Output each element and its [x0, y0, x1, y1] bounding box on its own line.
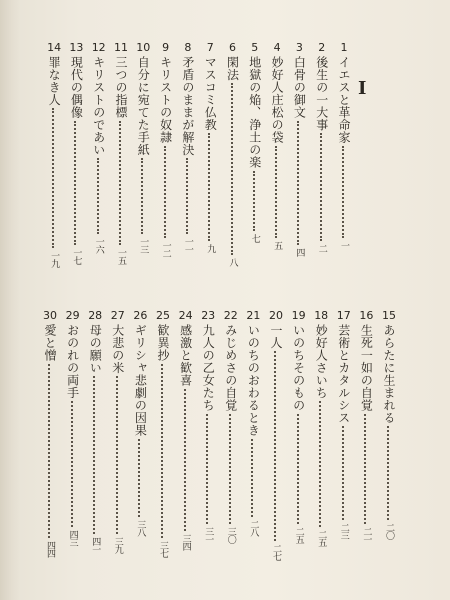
entry-title: イエスと革命家	[337, 56, 351, 144]
entry-title: 閑法	[225, 56, 240, 81]
entry-title: 自分に宛てた手紙	[136, 56, 151, 156]
entry-number: 25	[156, 309, 170, 322]
entry-title: 地獄の焔、浄土の楽	[247, 56, 262, 169]
entry-page-number: 三八	[135, 519, 146, 536]
entry-page-number: 二	[316, 244, 327, 252]
entry-title: キリストの奴隷	[158, 56, 173, 144]
leader-dots	[164, 146, 168, 238]
toc-entry	[220, 310, 242, 543]
entry-page-number: 四三	[67, 530, 78, 546]
entry-title: 芸術とカタルシス	[336, 324, 351, 424]
entry-number: 16	[359, 309, 374, 322]
entry-page-number: 三九	[112, 537, 123, 553]
entry-number: 13	[69, 41, 84, 54]
entry-page-number: 二〇	[384, 523, 394, 539]
leader-dots	[116, 376, 120, 534]
entry-title: 生死一如の自覚	[359, 324, 374, 412]
entry-title: いのちそのもの	[291, 324, 306, 412]
leader-dots	[141, 158, 145, 234]
entry-number: 7	[206, 41, 214, 54]
section-heading: I	[358, 78, 368, 99]
entry-page-number: 一一	[182, 237, 193, 253]
leader-dots	[206, 414, 210, 524]
entry-page-number: 二八	[248, 519, 259, 536]
entry-page-number: 一三	[138, 237, 149, 253]
entry-title: 九人の乙女たち	[201, 324, 216, 412]
entry-number: 30	[43, 309, 57, 322]
entry-page-number: 四	[294, 247, 305, 256]
entry-number: 21	[246, 309, 261, 322]
toc-entry	[222, 42, 244, 266]
entry-title: おのれの両手	[65, 324, 80, 399]
toc-entry	[266, 42, 288, 249]
leader-dots	[97, 158, 101, 234]
toc-entry	[152, 310, 174, 557]
toc-entry	[175, 310, 197, 550]
leader-dots	[186, 158, 190, 234]
entry-number: 24	[178, 309, 193, 322]
entry-title: あらたに生まれる	[382, 324, 396, 424]
entry-page-number: 一二	[160, 240, 171, 257]
toc-entry	[39, 310, 61, 557]
entry-title: 妙好人庄松の袋	[270, 56, 285, 144]
toc-entry	[311, 42, 333, 252]
leader-dots	[71, 401, 75, 527]
leader-dots	[251, 439, 255, 517]
leader-dots	[342, 146, 346, 238]
toc-entry	[43, 42, 65, 267]
toc-entry	[197, 310, 219, 543]
entry-page-number: 二五	[293, 526, 304, 543]
entry-number: 17	[336, 309, 351, 322]
entry-number: 6	[229, 41, 236, 54]
leader-dots	[319, 401, 323, 527]
entry-page-number: 一五	[116, 247, 126, 264]
entry-page-number: 二三	[338, 523, 349, 539]
toc-entry	[288, 42, 310, 256]
entry-number: 10	[136, 41, 151, 54]
leader-dots	[275, 146, 279, 238]
entry-title: 白骨の御文	[292, 56, 307, 119]
entry-title: キリストのであい	[91, 56, 106, 156]
toc-entry	[110, 42, 132, 264]
entry-number: 27	[110, 309, 125, 322]
entry-number: 19	[291, 309, 306, 322]
entry-title: 愛と憎	[43, 324, 57, 362]
entry-number: 23	[201, 309, 216, 322]
entry-title: 後生の一大事	[314, 56, 329, 131]
leader-dots	[184, 389, 188, 531]
leader-dots	[387, 426, 391, 520]
leader-dots	[161, 364, 165, 538]
entry-title: 歓異抄	[156, 324, 170, 362]
entry-page-number: 四一	[90, 537, 101, 553]
toc-entry	[355, 310, 377, 543]
leader-dots	[74, 121, 78, 245]
leader-dots	[320, 133, 324, 241]
entry-title: マスコミ仏教	[203, 56, 218, 131]
leader-dots	[138, 439, 142, 517]
entry-number: 22	[223, 309, 238, 322]
entry-number: 29	[65, 309, 80, 322]
entry-title: 現代の偶像	[69, 56, 84, 119]
entry-title: ギリシャ悲劇の因果	[133, 324, 148, 437]
toc-entry	[333, 310, 355, 539]
entry-page-number: 三一	[203, 526, 214, 543]
leader-dots	[52, 108, 56, 248]
toc-entry	[132, 42, 154, 253]
entry-number: 3	[295, 41, 303, 54]
entry-title: 罪なき人	[47, 56, 62, 106]
leader-dots	[48, 364, 52, 538]
entry-page-number: 一九	[49, 251, 60, 267]
leader-dots	[119, 121, 123, 245]
toc-entry	[242, 310, 264, 536]
entry-number: 15	[382, 309, 396, 322]
leader-dots	[253, 171, 257, 231]
toc-entry	[265, 310, 287, 560]
entry-number: 26	[133, 309, 148, 322]
entry-page-number: 一六	[93, 237, 104, 253]
entry-title: 大悲の米	[110, 324, 125, 374]
entry-title: みじめさの自覚	[223, 324, 238, 412]
entry-page-number: 一七	[71, 247, 82, 264]
entry-page-number: 三四	[180, 533, 191, 550]
leader-dots	[231, 83, 235, 255]
leader-dots	[364, 414, 368, 524]
entry-title: 三つの指標	[114, 56, 128, 119]
toc-entry	[129, 310, 151, 536]
entry-number: 4	[273, 41, 281, 54]
entry-page-number: 九	[205, 244, 216, 252]
entry-number: 2	[318, 41, 326, 54]
entry-number: 14	[47, 41, 62, 54]
entry-page-number: 三〇	[225, 526, 236, 543]
leader-dots	[229, 414, 233, 524]
toc-entry	[88, 42, 110, 253]
entry-page-number: 八	[227, 258, 238, 266]
entry-page-number: 五	[272, 240, 283, 249]
entry-number: 8	[184, 41, 192, 54]
toc-entry	[244, 42, 266, 242]
toc-entry	[62, 310, 84, 546]
entry-page-number: 三七	[158, 540, 168, 557]
entry-title: 母の願い	[88, 324, 103, 374]
toc-entry	[177, 42, 199, 253]
leader-dots	[93, 376, 97, 534]
entry-number: 18	[314, 309, 329, 322]
leader-dots	[297, 414, 301, 524]
toc-entry	[333, 42, 355, 249]
entry-number: 1	[340, 41, 348, 54]
leader-dots	[208, 133, 212, 241]
leader-dots	[274, 351, 278, 541]
toc-entry	[378, 310, 400, 539]
toc-entry	[155, 42, 177, 257]
entry-page-number: 一	[339, 240, 349, 249]
entry-number: 28	[88, 309, 103, 322]
entry-number: 12	[91, 41, 106, 54]
entry-page-number: 二一	[361, 526, 372, 543]
entry-number: 20	[269, 309, 283, 322]
toc-entry	[288, 310, 310, 543]
entry-number: 9	[162, 41, 170, 54]
entry-title: いのちのおわるとき	[246, 324, 261, 437]
toc-entry	[107, 310, 129, 553]
entry-page-number: 二五	[316, 530, 327, 546]
leader-dots	[342, 426, 346, 520]
entry-number: 5	[251, 41, 259, 54]
page-fold-shadow	[0, 0, 20, 600]
entry-page-number: 二七	[271, 544, 281, 560]
toc-entry	[199, 42, 221, 252]
entry-title: 感激と歓喜	[178, 324, 193, 387]
entry-number: 11	[114, 41, 128, 54]
entry-page-number: 四四	[45, 540, 55, 557]
toc-entry	[84, 310, 106, 553]
entry-title: 矛盾のままが解決	[180, 56, 195, 156]
toc-entry	[65, 42, 87, 264]
entry-title: 一人	[269, 324, 283, 349]
toc-entry	[310, 310, 332, 546]
leader-dots	[297, 121, 301, 245]
entry-title: 妙好人さいち	[314, 324, 329, 399]
entry-page-number: 七	[249, 233, 260, 242]
